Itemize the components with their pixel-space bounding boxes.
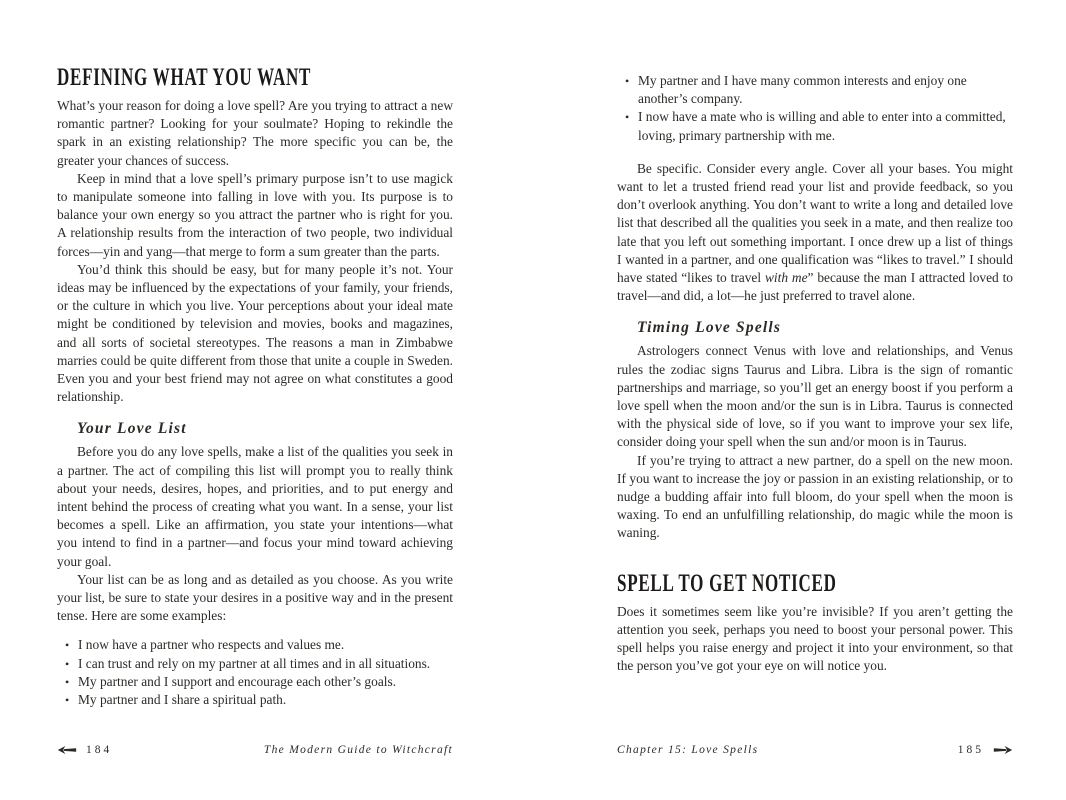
paragraph: Your list can be as long and as detailed as you choose. As you write your list, be sure to state your desires in a positive way and in the present tense. Here are some examples: <box>57 571 453 624</box>
list-item-text: My partner and I share a spiritual path. <box>78 692 287 708</box>
page-right <box>617 72 1013 675</box>
page-number: 184 <box>86 744 113 756</box>
bullet-icon: • <box>65 674 70 689</box>
book-title: The Modern Guide to Witchcraft <box>263 744 453 756</box>
list-item <box>625 108 1013 144</box>
paragraph: Keep in mind that a love spell’s primary purpose isn’t to use magick to manipulate someone into falling in love with you. Its purpose is to balance your own energy so you attract the partner who is right for you. A relationship results from the interaction of two people, two individual forces—yin and yang—that merge to form a sum greater than the parts. <box>57 170 453 259</box>
list-item-text: My partner and I support and encourage each other’s goals. <box>78 673 397 689</box>
chapter-title: Chapter 15: Love Spells <box>617 744 759 756</box>
subhead-your-love-list: Your Love List <box>77 420 187 438</box>
list-item <box>65 655 453 673</box>
subhead-timing-love-spells: Timing Love Spells <box>637 319 782 337</box>
bullet-icon: • <box>625 110 630 125</box>
list-item <box>625 72 1013 108</box>
love-list-examples-continued <box>617 72 1013 145</box>
bullet-icon: • <box>65 638 70 653</box>
page-number: 185 <box>957 744 984 756</box>
paragraph: If you’re trying to attract a new partner, do a spell on the new moon. If you want to increase the joy or passion in an existing relationship, or to nudge a budding affair into full bloom, do your spell when the moon is waxing. To end an unfulfilling relationship, do magic while the moon is waning. <box>617 452 1013 541</box>
paragraph: Before you do any love spells, make a list of the qualities you seek in a partner. The act of compiling this list will prompt you to really think about your needs, desires, hopes, and priorities, and to put energy and intent behind the process of creating what you want. In a sense, your list becomes a spell. Like an affirmation, you state your intentions—what you intend to find in a partner—and focus your mind toward achieving your goal. <box>57 444 453 569</box>
bullet-icon: • <box>625 74 630 88</box>
love-list-examples <box>57 636 453 709</box>
paragraph: Does it sometimes seem like you’re invisible? If you aren’t getting the attention you seek, perhaps you need to boost your personal power. This spell helps you raise energy and project it into your environment, so that the person you’ve got your eye on will notice you. <box>617 603 1013 674</box>
paragraph: You’d think this should be easy, but for many people it’s not. Your ideas may be influenced by the expectations of your family, your friends, or the culture in which you live. Your perceptions about your ideal mate might be conditioned by television and movies, books and magazines, and all sorts of societal stereotypes. The reasons a man in Zimbabwe marries could be quite different from those that unite a couple in Sweden. Even you and your best friend may not agree on what constitutes a good relationship. <box>57 261 453 405</box>
paragraph-text: ” because the man I attracted loved to travel—and did, a lot—he just preferred to travel alone. <box>617 270 1013 304</box>
list-item-text: My partner and I have many common interests and enjoy one another’s company. <box>638 73 967 107</box>
paragraph-text: Be specific. Consider every angle. Cover all your bases. You might want to let a trusted friend read your list and provide feedback, so you don’t overlook anything. You don’t want to write a long and detailed love list that described all the qualities you seek in a mate, and then realize too late that you left out something important. I once drew up a list of things I wanted in a partner, and one qualification was “likes to travel.” I should have stated “likes to travel <box>617 160 1013 286</box>
list-item-text: I can trust and rely on my partner at all times and in all situations. <box>78 655 431 671</box>
list-item <box>65 673 453 691</box>
paragraph: Astrologers connect Venus with love and relationships, and Venus rules the zodiac signs Taurus and Libra. Libra is the sign of romantic partnerships and marriage, so you’ll get an energy boost if you perform a love spell when the moon and/or the sun is in Libra. Taurus is connected with the physical side of love, so if you want to improve your sex life, consider doing your spell when the sun and/or moon is in Taurus. <box>617 343 1013 450</box>
paragraph <box>617 160 1013 306</box>
paragraph: What’s your reason for doing a love spell? Are you trying to attract a new romantic partner? Looking for your soulmate? Hoping to rekindle the spark in an existing relationship? The more specific you can be, the greater your chances of success. <box>57 98 453 168</box>
section-heading-defining: DEFINING WHAT YOU WANT <box>57 62 312 91</box>
footer-left <box>57 744 453 756</box>
arrow-right-ornament-icon <box>993 745 1013 755</box>
footer-right <box>617 744 1013 756</box>
list-item-text: I now have a mate who is willing and able to enter into a committed, loving, primary partnership with me. <box>638 109 1006 143</box>
section-heading-spell-to-get-noticed: SPELL TO GET NOTICED <box>617 568 837 597</box>
emphasis-text: with me <box>764 270 808 286</box>
bullet-icon: • <box>65 656 70 671</box>
list-item-text: I now have a partner who respects and values me. <box>78 637 345 653</box>
arrow-left-ornament-icon <box>57 745 77 755</box>
list-item <box>65 636 453 654</box>
page-left <box>57 64 453 709</box>
list-item <box>65 691 453 709</box>
bullet-icon: • <box>65 693 70 708</box>
